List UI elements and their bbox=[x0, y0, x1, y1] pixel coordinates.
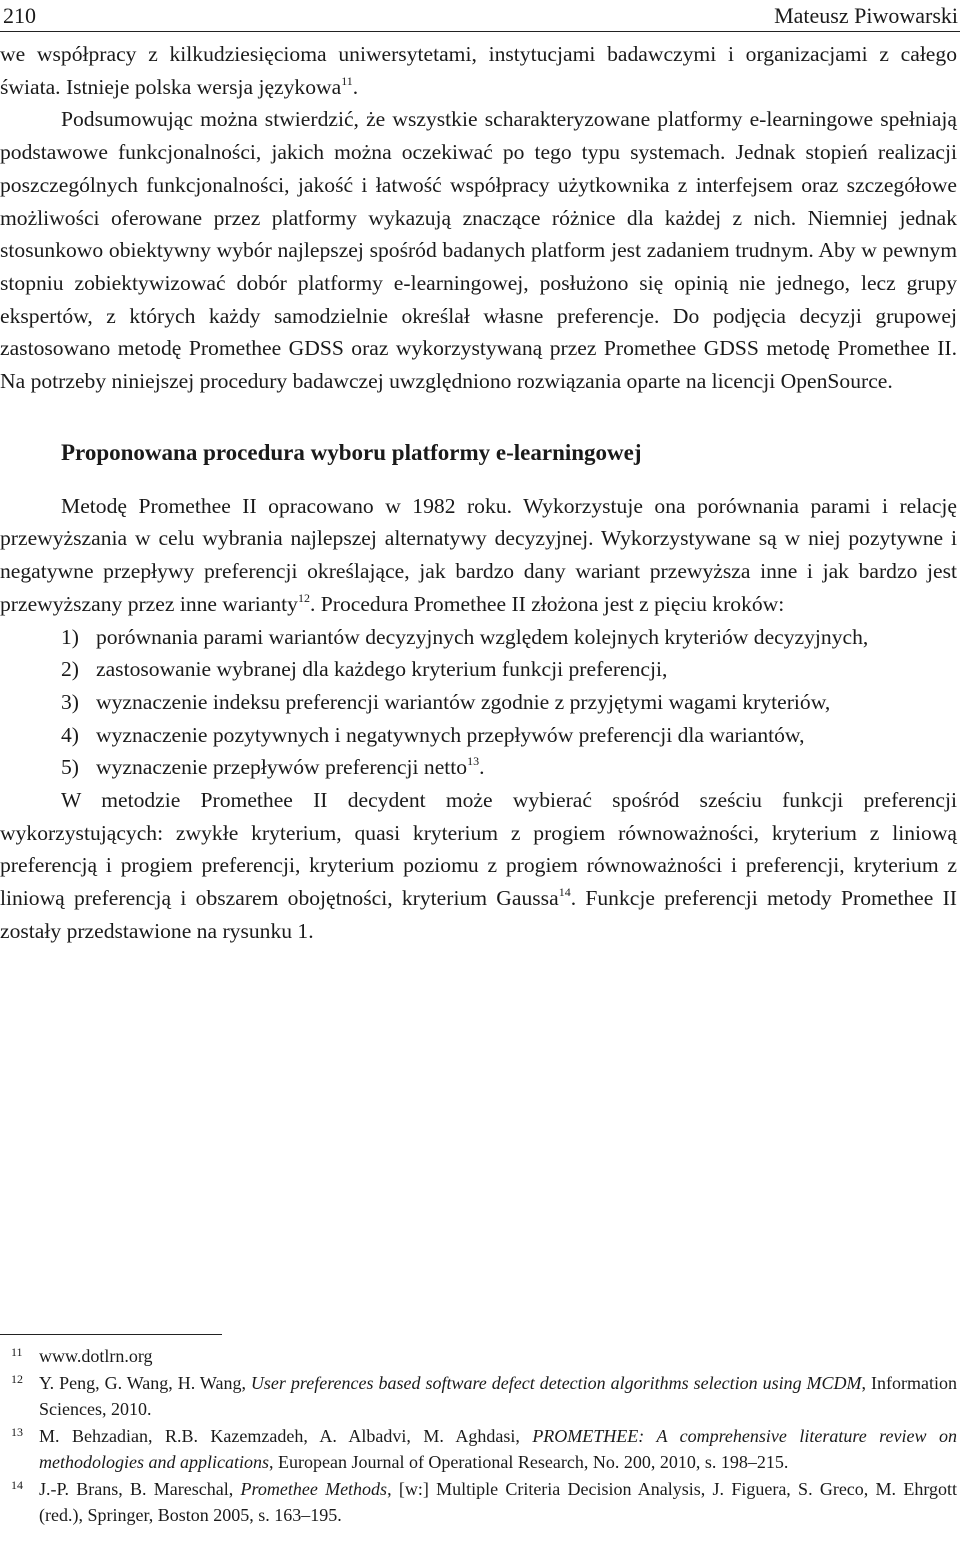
footnote-title: Promethee Methods bbox=[240, 1478, 388, 1499]
footnote-title: PROMETHEE: A comprehensive literature review on methodologies and applications bbox=[39, 1425, 957, 1472]
header-rule bbox=[0, 31, 960, 32]
list-item: 1) porównania parami wariantów decyzyjnych względem kolejnych kryteriów decyzyjnych, bbox=[61, 624, 869, 649]
section-heading: Proponowana procedura wyboru platformy e-learningowej bbox=[61, 439, 642, 465]
list-item: 4) wyznaczenie pozytywnych i negatywnych przepływów preferencji dla wariantów, bbox=[61, 722, 805, 747]
footnote-title: User preferences based software defect detection algorithms selection using MCDM bbox=[250, 1372, 862, 1393]
page-number: 210 bbox=[3, 3, 36, 28]
footnote-12: 12 Y. Peng, G. Wang, H. Wang, User preferences based software defect detection algorithms selection using MCDM, Information Sciences, 2010. bbox=[11, 1371, 957, 1419]
footnote-ref-14: 14 bbox=[558, 885, 571, 900]
footnote-ref-11: 11 bbox=[341, 73, 353, 88]
footnote-ref-12: 12 bbox=[297, 590, 310, 605]
summary-paragraph: Podsumowując można stwierdzić, że wszystkie scharakteryzowane platformy e-learningowe spełniają podstawowe funkcjonalności, jakich można oczekiwać po tego typu systemach. Jednak stopień realizacji poszczególnych funkcjonalności, jakość i łatwość współpracy użytkownika z interfejsem oraz szczegółowe możliwości oferowane przez platformy wykazują znaczące różnice dla każdej z nich. Niemniej jednak stosunkowo obiektywny wybór najlepszej spośród badanych platform jest zadaniem trudnym. Aby w pewnym stopniu zobiektywizować dobór platformy e-learningowej, posłużono się opinią nie jednego, lecz grupy ekspertów, z których każdy samodzielnie określał własne preferencje. Do podjęcia decyzji grupowej zastosowano metodę Promethee GDSS oraz wykorzystywaną przez Promethee GDSS metodę Promethee II. Na potrzeby niniejszej procedury badawczej uwzględniono rozwiązania oparte na licencji OpenSource. bbox=[0, 107, 957, 394]
footnote-ref-13: 13 bbox=[467, 754, 480, 769]
footnote-rule bbox=[0, 1334, 222, 1335]
footnote-13: 13 M. Behzadian, R.B. Kazemzadeh, A. Albadvi, M. Aghdasi, PROMETHEE: A comprehensive literature review on methodologies and applications, European Journal of Operational Research, No. 200, 2010, s. 198–215. bbox=[11, 1424, 957, 1472]
footnote-11: 11 www.dotlrn.org bbox=[11, 1345, 153, 1366]
list-item: 5) wyznaczenie przepływów preferencji netto$^{13}$. bbox=[61, 754, 485, 780]
list-item: 2) zastosowanie wybranej dla każdego kryterium funkcji preferencji, bbox=[61, 657, 668, 682]
functions-paragraph: W metodzie Promethee II decydent może wybierać spośród sześciu funkcji preferencji wykorzystujących: zwykłe kryterium, quasi kryterium z progiem równoważności, kryterium z liniową preferencją i progiem preferencji, kryterium poziomu z progiem równoważności i preferencji, kryterium z liniową preferencją i obszarem obojętności, kryterium Gaussa$^{14}$. Funkcje preferencji metody Promethee II zostały przedstawione na rysunku 1. bbox=[0, 788, 957, 943]
footnotes bbox=[0, 1343, 957, 1529]
running-header bbox=[3, 2, 960, 32]
intro-paragraph: we współpracy z kilkudziesięcioma uniwersytetami, instytucjami badawczymi i organizacjami z całego świata. Istnieje polska wersja językowa$^{11}$. bbox=[0, 42, 957, 99]
list-item: 3) wyznaczenie indeksu preferencji wariantów zgodnie z przyjętymi wagami kryteriów, bbox=[61, 689, 831, 714]
footnote-14: 14 J.-P. Brans, B. Mareschal, Promethee Methods, [w:] Multiple Criteria Decision Analysis, J. Figuera, S. Greco, M. Ehrgott (red.), Springer, Boston 2005, s. 163–195. bbox=[11, 1477, 957, 1525]
steps-list bbox=[0, 621, 957, 785]
running-author: Mateusz Piwowarski bbox=[774, 3, 958, 28]
main-text bbox=[0, 38, 957, 948]
method-paragraph: Metodę Promethee II opracowano w 1982 roku. Wykorzystuje ona porównania parami i relację przewyższania w celu wybrania najlepszej alternatywy decyzyjnej. Wykorzystywane są w niej pozytywne i negatywne przepływy preferencji określające, jak bardzo dany wariant przewyższa inne i jak bardzo jest przewyższany przez inne warianty$^{12}$. Procedura Promethee II złożona jest z pięciu kroków: bbox=[0, 493, 957, 616]
